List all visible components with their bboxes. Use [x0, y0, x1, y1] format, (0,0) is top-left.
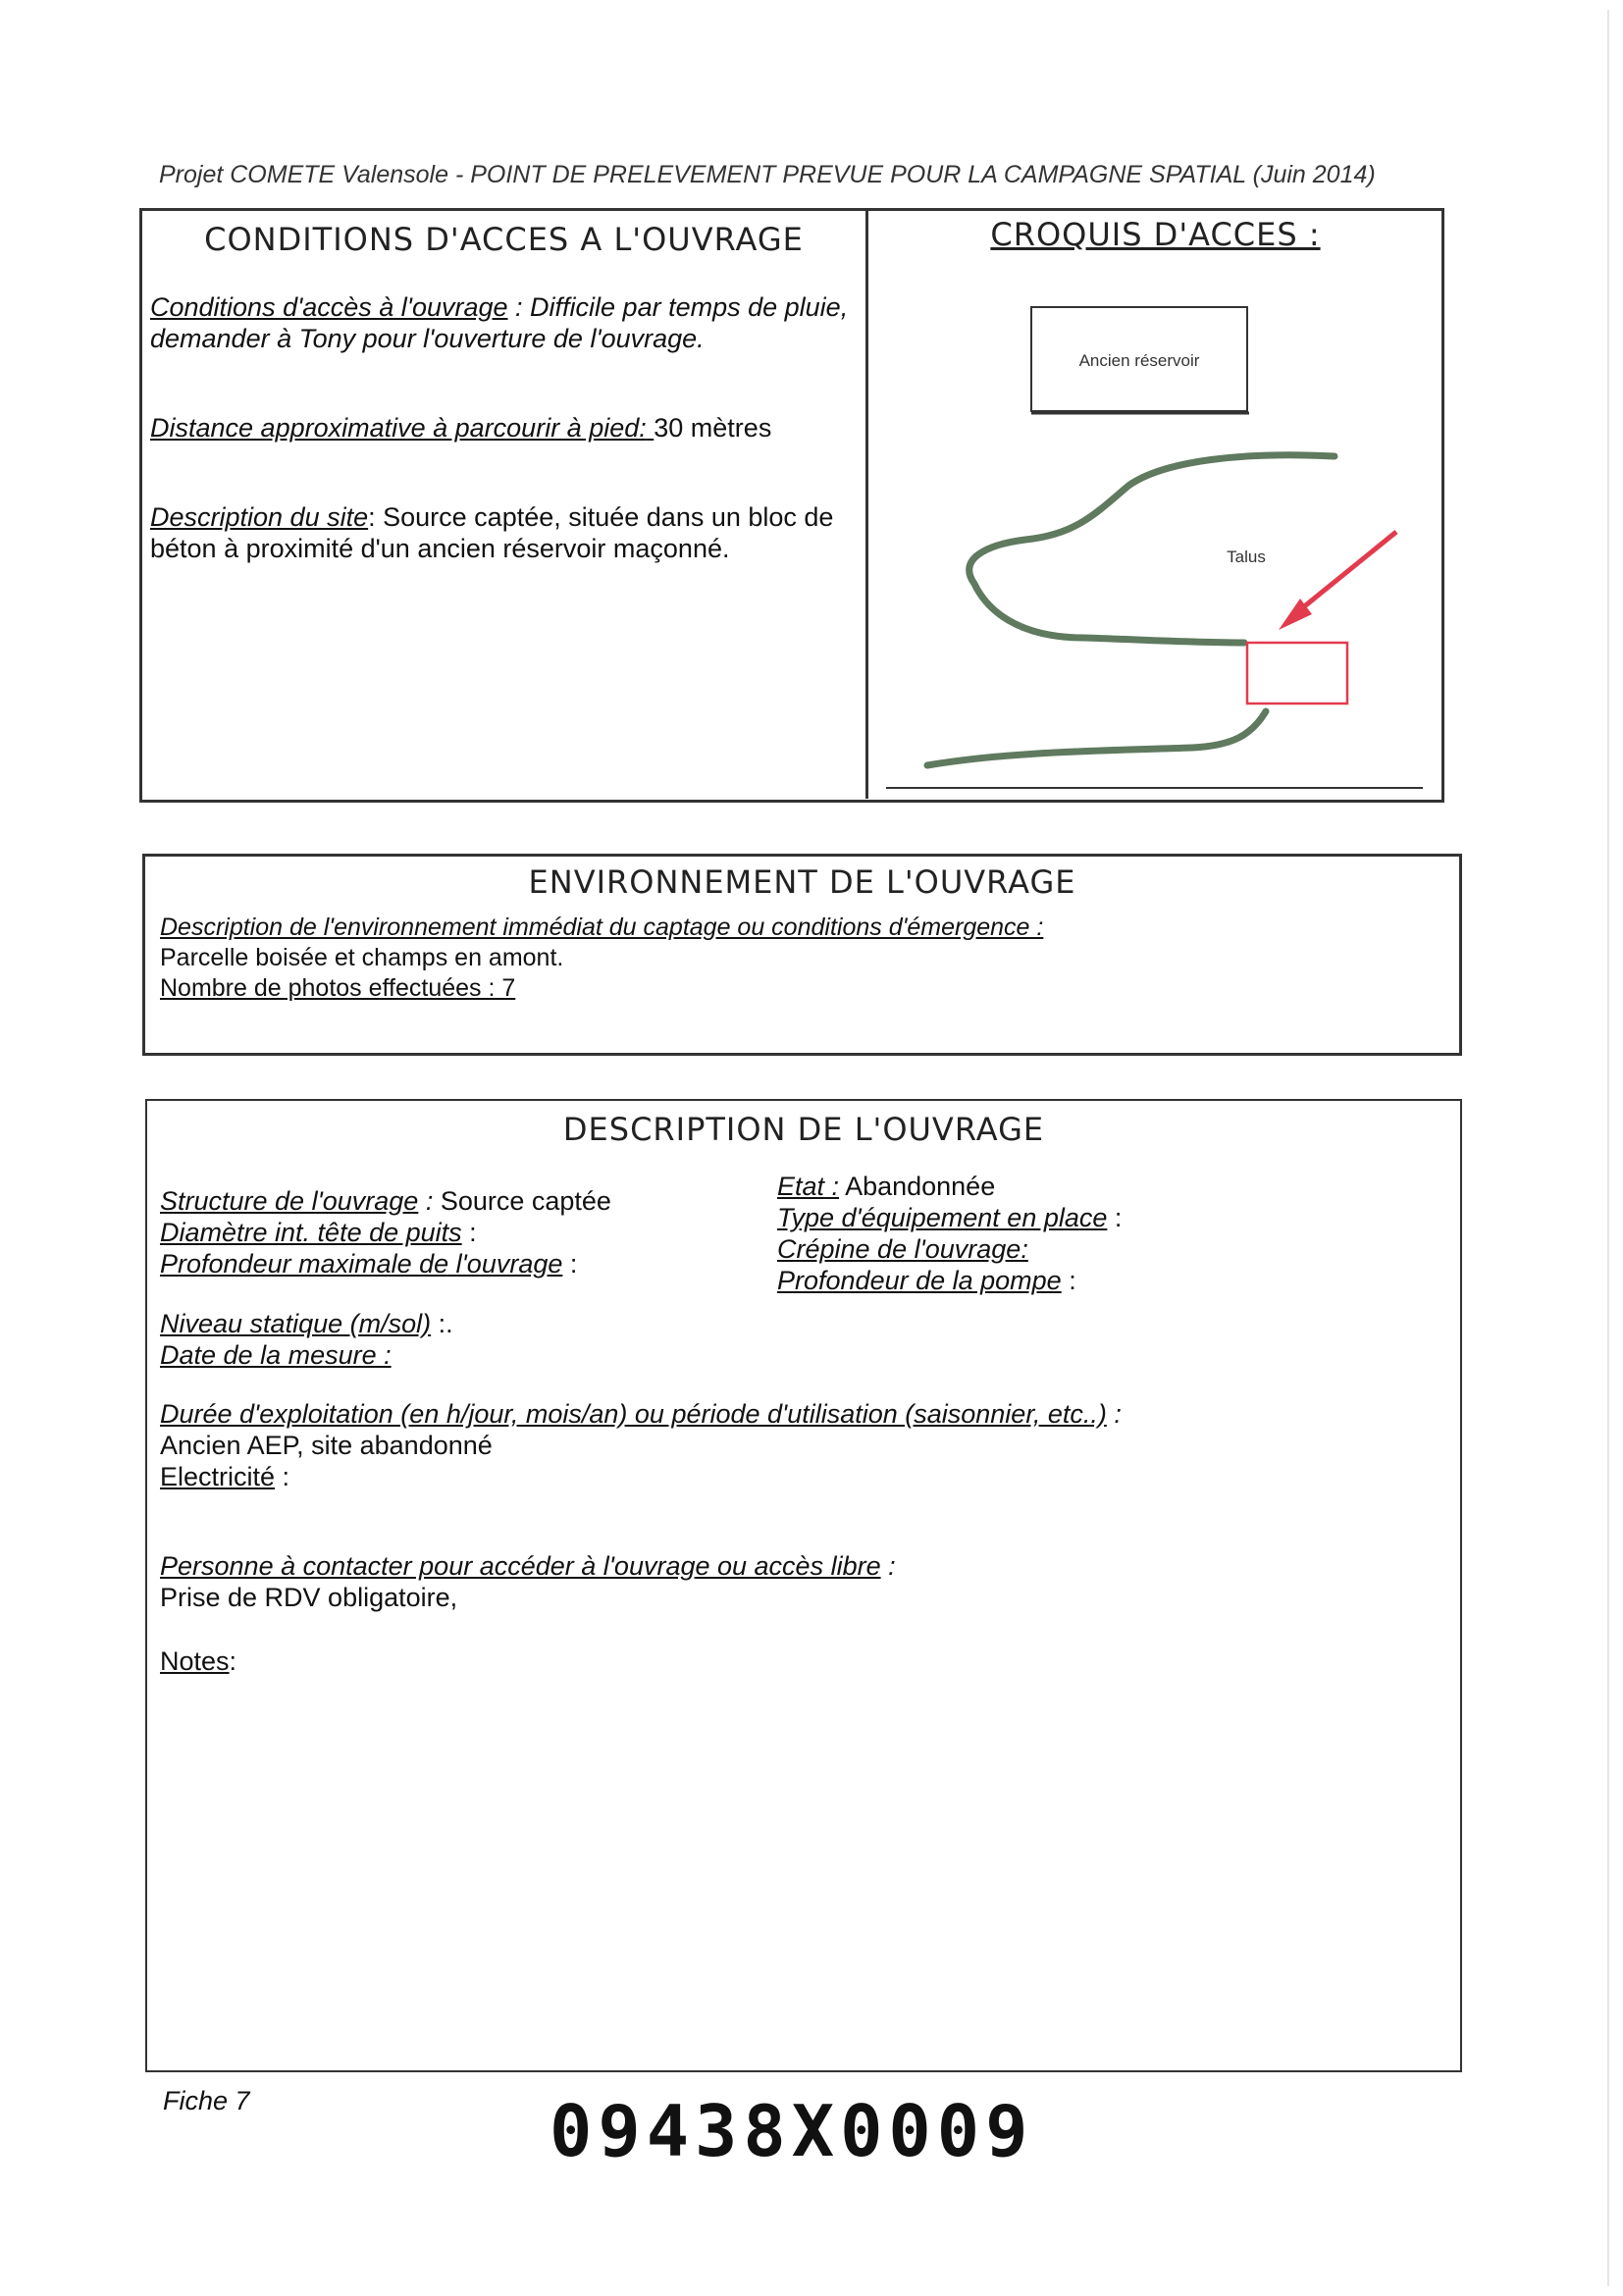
site-value-1: Source captée, située dans un bloc de	[383, 502, 834, 532]
access-distance	[150, 412, 771, 444]
elec-label: Electricité	[160, 1462, 276, 1491]
reservoir-label: Ancien réservoir	[1078, 351, 1200, 370]
date-label: Date de la mesure :	[160, 1340, 392, 1370]
niveau-label: Niveau statique (m/sol)	[160, 1309, 432, 1338]
environment-desc-value: Parcelle boisée et champs en amont.	[160, 944, 564, 971]
description-contact: Personne à contacter pour accéder à l'ouvrage ou accès libre : Prise de RDV obligatoire,	[160, 1551, 896, 1612]
header-line: Projet COMETE Valensole - POINT DE PRELEVEMENT PREVUE POUR LA CAMPAGNE SPATIAL (Juin 2014)	[159, 161, 1376, 188]
conditions-label: Conditions d'accès à l'ouvrage	[150, 292, 508, 322]
distance-label: Distance approximative à parcourir à pied:	[150, 413, 647, 443]
environment-desc-label: Description de l'environnement immédiat du captage ou conditions d'émergence :	[160, 913, 1044, 941]
talus-label: Talus	[1227, 548, 1266, 566]
access-sketch	[868, 265, 1442, 800]
description-right: Etat : Abandonnée Type d'équipement en place : Crépine de l'ouvrage: Profondeur de la pompe :	[777, 1171, 1444, 1296]
source-marker	[1247, 643, 1347, 704]
marker-arrow-shaft	[1292, 532, 1396, 616]
environment-content	[160, 913, 1043, 1004]
pompe-label: Profondeur de la pompe	[777, 1266, 1062, 1295]
conditions-value-2: demander à Tony pour l'ouverture de l'ouvrage.	[150, 324, 705, 353]
description-niveau	[160, 1308, 453, 1371]
description-title: DESCRIPTION DE L'OUVRAGE	[562, 1111, 1045, 1148]
description-duree: Durée d'exploitation (en h/jour, mois/an) ou période d'utilisation (saisonnier, etc..) : Ancien AEP, site abandonné Electricité :	[160, 1399, 1122, 1491]
etat-value: Abandonnée	[845, 1172, 996, 1201]
talus-path	[969, 455, 1335, 643]
site-value-2: béton à proximité d'un ancien réservoir maçonné.	[150, 534, 730, 563]
page-edge	[1607, 10, 1609, 2286]
contact-label: Personne à contacter pour accéder à l'ouvrage ou accès libre	[160, 1551, 881, 1581]
duree-label: Durée d'exploitation (en h/jour, mois/an) ou période d'utilisation (saisonnier, etc..)	[160, 1399, 1107, 1429]
notes-label: Notes	[160, 1646, 230, 1676]
sketch-title: CROQUIS D'ACCES :	[990, 216, 1321, 253]
road-path	[927, 711, 1266, 765]
depth-label: Profondeur maximale de l'ouvrage	[160, 1249, 563, 1278]
environment-photos: Nombre de photos effectuées : 7	[160, 974, 516, 1002]
conditions-value-1: Difficile par temps de pluie,	[530, 292, 849, 322]
equip-label: Type d'équipement en place	[777, 1203, 1108, 1232]
footer-code: 09438X0009	[550, 2090, 1034, 2172]
site-label: Description du site	[150, 502, 369, 532]
contact-value: Prise de RDV obligatoire,	[160, 1583, 458, 1612]
access-conditions: Conditions d'accès à l'ouvrage : Difficile par temps de pluie, demander à Tony pour l'ouverture de l'ouvrage.	[150, 291, 857, 354]
structure-label: Structure de l'ouvrage	[160, 1186, 419, 1216]
crepine-label: Crépine de l'ouvrage:	[777, 1234, 1028, 1264]
diameter-label: Diamètre int. tête de puits	[160, 1218, 462, 1247]
distance-value: 30 mètres	[654, 413, 772, 443]
niveau-value: :.	[438, 1309, 453, 1338]
description-notes: Notes:	[160, 1646, 237, 1676]
access-title: CONDITIONS D'ACCES A L'OUVRAGE	[204, 221, 804, 258]
etat-label: Etat	[777, 1172, 825, 1201]
structure-value: Source captée	[440, 1186, 611, 1216]
access-site: Description du site: Source captée, située dans un bloc de béton à proximité d'un ancien réservoir maçonné.	[150, 501, 857, 564]
duree-value: Ancien AEP, site abandonné	[160, 1431, 493, 1460]
environment-title: ENVIRONNEMENT DE L'OUVRAGE	[528, 863, 1076, 901]
footer-fiche: Fiche 7	[163, 2086, 250, 2115]
description-left: Structure de l'ouvrage : Source captée Diamètre int. tête de puits : Profondeur maximale de l'ouvrage :	[160, 1186, 611, 1278]
